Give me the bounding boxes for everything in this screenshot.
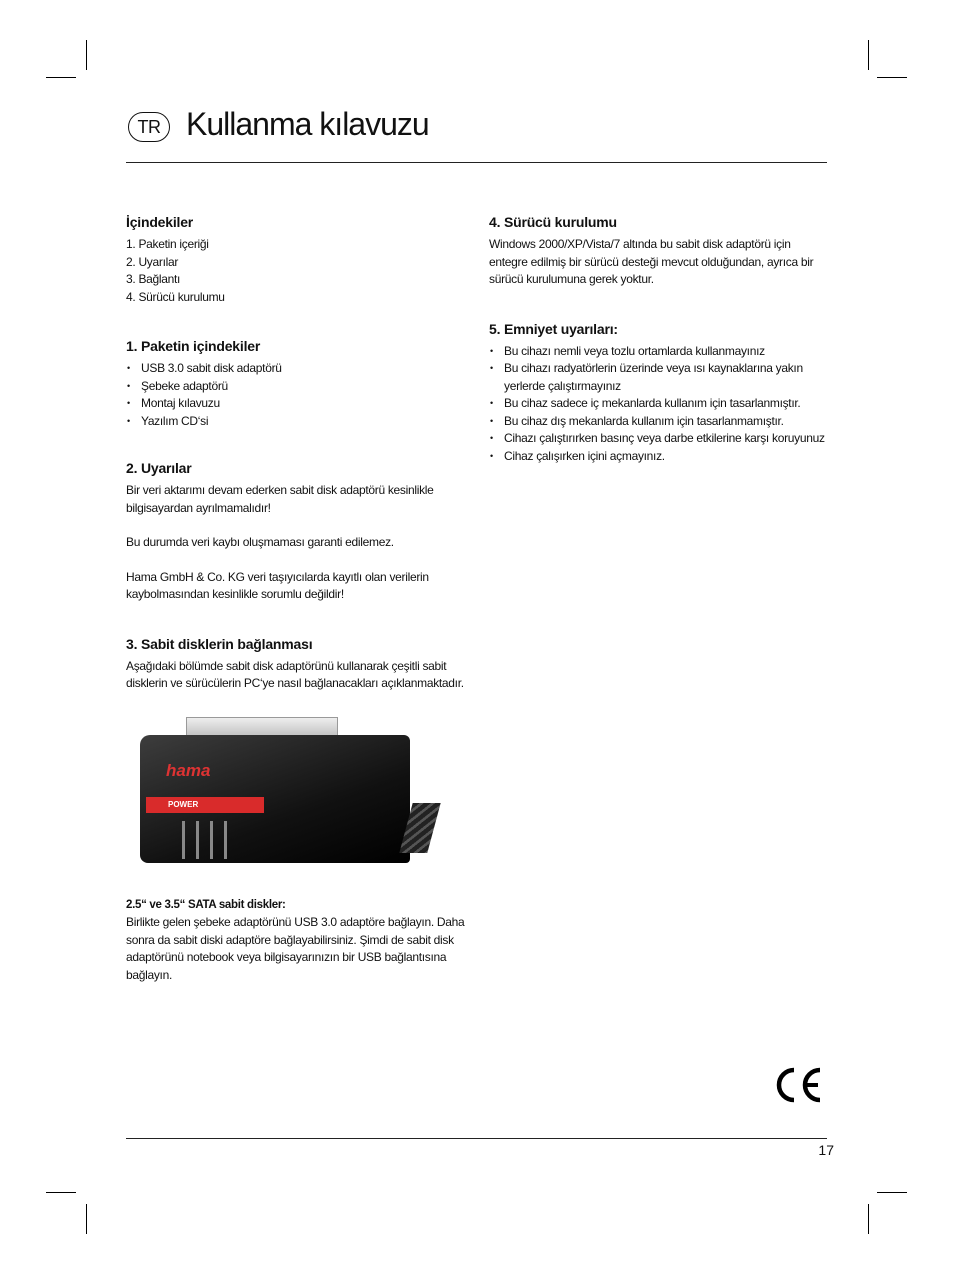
safety-item: • Bu cihaz dış mekanlarda kullanım için tasarlanmamıştır. [489, 413, 829, 431]
package-item: • Şebeke adaptörü [126, 378, 466, 396]
safety-section [489, 319, 829, 466]
sata-title: 2.5“ ve 3.5“ SATA sabit diskler: [126, 898, 286, 911]
driver-section [489, 212, 829, 289]
warning-paragraph: Bir veri aktarımı devam ederken sabit disk adaptörü kesinlikle bilgisayardan ayrılmamalıdır! [126, 483, 434, 515]
safety-item: • Bu cihaz sadece iç mekanlarda kullanım için tasarlanmıştır. [489, 395, 829, 413]
connect-paragraph: Aşağıdaki bölümde sabit disk adaptörünü kullanarak çeşitli sabit disklerin ve sürücülerin PC‘ye nasıl bağlanacakları açıklanmaktadır. [126, 658, 464, 690]
vent-slot [224, 821, 227, 859]
toc-list [126, 236, 466, 306]
safety-item: • Cihazı çalıştırırken basınç veya darbe etkilerine karşı koruyunuz [489, 430, 829, 448]
package-section [126, 336, 466, 430]
ce-mark-icon [772, 1066, 824, 1104]
safety-item: • Cihaz çalışırken içini açmayınız. [489, 448, 829, 466]
language-badge: TR [128, 112, 170, 142]
footer-rule [126, 1138, 827, 1139]
driver-title: 4. Sürücü kurulumu [489, 214, 617, 230]
toc-item: 4. Sürücü kurulumu [126, 289, 225, 304]
crop-mark [86, 1204, 87, 1234]
warnings-section [126, 458, 466, 604]
vent-slot [196, 821, 199, 859]
vent-slot [210, 821, 213, 859]
power-label: POWER [146, 797, 264, 813]
crop-mark [877, 1192, 907, 1193]
left-column [126, 212, 466, 984]
driver-paragraph: Windows 2000/XP/Vista/7 altında bu sabit disk adaptörü için entegre edilmiş bir sürücü desteği mevcut olduğundan, ayrıca bir sürücü kurulumuna gerek yoktur. [489, 237, 814, 286]
safety-list [489, 343, 829, 466]
crop-mark [86, 40, 87, 70]
crop-mark [46, 1192, 76, 1193]
crop-mark [868, 1204, 869, 1234]
toc-section [126, 212, 466, 306]
product-photo [136, 711, 456, 871]
toc-item: 1. Paketin içeriği [126, 237, 209, 251]
warnings-title: 2. Uyarılar [126, 460, 192, 476]
sata-text: Birlikte gelen şebeke adaptörünü USB 3.0 adaptöre bağlayın. Daha sonra da sabit diski adaptöre bağlayabilirsiniz. Şimdi de sabit disk adaptörünü notebook veya bilgisayarınızın bir USB bağlantısına bağlayın. [126, 915, 465, 982]
brand-logo: hama [166, 760, 211, 780]
safety-title: 5. Emniyet uyarıları: [489, 320, 618, 337]
toc-item: 3. Bağlantı [126, 272, 181, 286]
page-number: 17 [818, 1142, 834, 1158]
crop-mark [46, 77, 76, 78]
warning-paragraph: Hama GmbH & Co. KG veri taşıyıcılarda kayıtlı olan verilerin kaybolmasından kesinlikle sorumlu değildir! [126, 569, 429, 601]
package-item: • Yazılım CD‘si [126, 413, 466, 431]
toc-title: İçindekiler [126, 214, 194, 230]
package-title: 1. Paketin içindekiler [126, 338, 261, 354]
crop-mark [868, 40, 869, 70]
page-title: Kullanma kılavuzu [186, 106, 429, 142]
connect-section [126, 634, 466, 985]
connect-title: 3. Sabit disklerin bağlanması [126, 635, 313, 652]
crop-mark [877, 77, 907, 78]
package-item: • Montaj kılavuzu [126, 395, 466, 413]
package-item: • USB 3.0 sabit disk adaptörü [126, 360, 466, 378]
toc-item: 2. Uyarılar [126, 254, 179, 269]
safety-item: • Bu cihazı nemli veya tozlu ortamlarda kullanmayınız [489, 343, 829, 361]
right-column [489, 212, 829, 465]
page-header [126, 100, 827, 163]
warning-paragraph: Bu durumda veri kaybı oluşmaması garanti edilemez. [126, 535, 394, 549]
adapter-body [140, 735, 410, 863]
safety-item: • Bu cihazı radyatörlerin üzerinde veya ısı kaynaklarına yakın yerlerde çalıştırmayınız [489, 360, 829, 395]
package-list [126, 360, 466, 430]
vent-slot [182, 821, 185, 859]
